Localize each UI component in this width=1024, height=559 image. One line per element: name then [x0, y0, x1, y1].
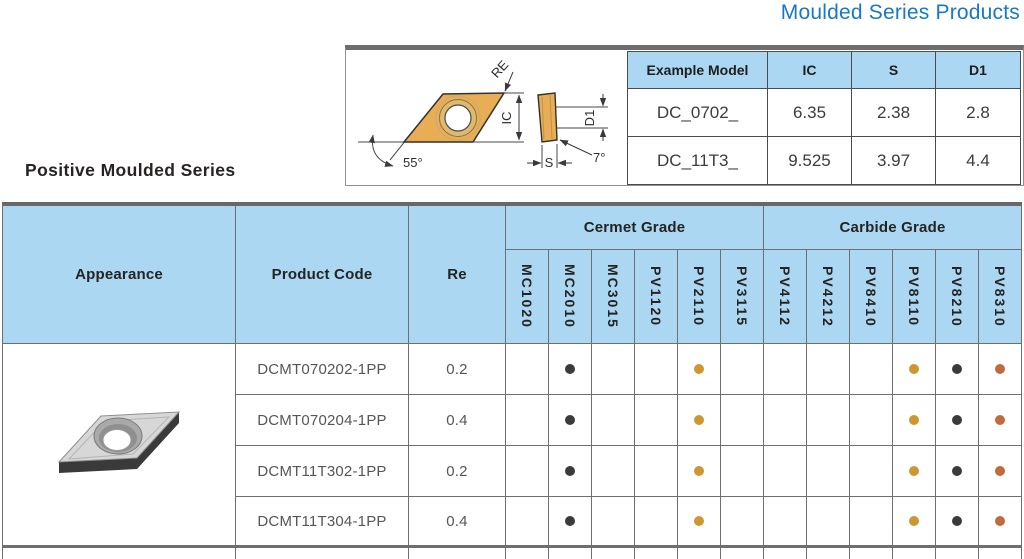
grade-col-label: PV4112 — [777, 265, 793, 328]
grade-col-pv8210 — [936, 250, 979, 344]
grade-col-pv4112 — [764, 250, 807, 344]
grade-dot-cell — [850, 497, 893, 548]
grade-dot-cell — [721, 395, 764, 446]
partial-row-cell — [409, 548, 506, 559]
grade-dot-dark — [952, 415, 962, 425]
grade-col-pv8110 — [893, 250, 936, 344]
grade-dot-dark — [952, 516, 962, 526]
grade-dot-gold — [909, 466, 919, 476]
grade-dot-cell — [807, 446, 850, 497]
grade-col-mc1020 — [506, 250, 549, 344]
grade-dot-cell — [678, 446, 721, 497]
example-model-table — [627, 51, 1021, 185]
grade-dot-cell — [764, 446, 807, 497]
grade-dot-cell — [807, 395, 850, 446]
grade-dot-gold — [694, 466, 704, 476]
page-title: Moulded Series Products — [780, 1, 1020, 24]
grade-dot-cell — [592, 395, 635, 446]
grade-col-pv8310 — [979, 250, 1022, 344]
grade-dot-cell — [893, 395, 936, 446]
partial-row-cell — [3, 548, 236, 559]
example-value-cell: 2.38 — [852, 89, 936, 137]
product-code-cell: DCMT11T304-1PP — [236, 497, 409, 548]
product-grade-table — [2, 202, 1022, 559]
re-cell: 0.4 — [409, 395, 506, 446]
grade-dot-cell — [936, 395, 979, 446]
example-row-1 — [628, 137, 1021, 185]
partial-row-cell — [764, 548, 807, 559]
example-value-cell: 3.97 — [852, 137, 936, 185]
grade-dot-cell — [979, 395, 1022, 446]
partial-row-cell — [678, 548, 721, 559]
grade-dot-dark — [565, 516, 575, 526]
product-code-header: Product Code — [236, 206, 409, 344]
side-angle-label: 7° — [593, 150, 606, 165]
grade-dot-cell — [721, 497, 764, 548]
appearance-header: Appearance — [3, 206, 236, 344]
partial-row-cell — [635, 548, 678, 559]
grade-dot-cell — [549, 395, 592, 446]
grade-dot-cell — [506, 344, 549, 395]
grade-dot-cell — [506, 446, 549, 497]
grade-dot-cell — [893, 497, 936, 548]
grade-dot-gold — [909, 364, 919, 374]
grade-col-label: PV8110 — [906, 265, 922, 328]
grade-dot-cell — [506, 395, 549, 446]
carbide-grade-group-header: Carbide Grade — [764, 206, 1022, 250]
partial-row-cell — [936, 548, 979, 559]
grade-dot-cell — [979, 344, 1022, 395]
grade-dot-cell — [678, 344, 721, 395]
grade-col-label: PV8410 — [863, 265, 879, 328]
grade-dot-orange — [995, 364, 1005, 374]
grade-dot-cell — [635, 395, 678, 446]
grade-col-label: MC2010 — [562, 264, 578, 329]
grade-col-pv4212 — [807, 250, 850, 344]
grade-col-label: PV2110 — [691, 265, 707, 328]
grade-dot-cell — [936, 446, 979, 497]
insert-photo — [34, 390, 204, 500]
d1-label: D1 — [582, 109, 597, 127]
grade-dot-cell — [807, 497, 850, 548]
grade-dot-cell — [850, 446, 893, 497]
partial-row-cell — [236, 548, 409, 559]
product-code-cell: DCMT070202-1PP — [236, 344, 409, 395]
grade-col-label: MC3015 — [605, 264, 621, 329]
grade-dot-cell — [592, 446, 635, 497]
partial-row-cell — [807, 548, 850, 559]
example-col-header-3: D1 — [936, 52, 1021, 89]
grade-dot-gold — [694, 364, 704, 374]
example-col-header-2: S — [852, 52, 936, 89]
grade-col-mc2010 — [549, 250, 592, 344]
grade-dot-orange — [995, 516, 1005, 526]
section-heading: Positive Moulded Series — [25, 160, 236, 180]
grade-dot-cell — [893, 446, 936, 497]
example-value-cell: 6.35 — [768, 89, 852, 137]
re-header: Re — [409, 206, 506, 344]
example-row-0 — [628, 89, 1021, 137]
grade-col-label: PV4212 — [820, 265, 836, 328]
ic-label: IC — [499, 111, 514, 125]
grade-dot-dark — [565, 466, 575, 476]
re-cell: 0.2 — [409, 446, 506, 497]
grade-dot-orange — [995, 466, 1005, 476]
main-angle-label: 55° — [403, 155, 423, 170]
insert-side-view — [538, 93, 557, 142]
grade-col-pv1120 — [635, 250, 678, 344]
grade-dot-cell — [549, 446, 592, 497]
appearance-photo-cell — [3, 344, 236, 548]
grade-dot-cell — [678, 497, 721, 548]
grade-dot-cell — [549, 344, 592, 395]
grade-col-pv3115 — [721, 250, 764, 344]
grade-dot-cell — [807, 344, 850, 395]
re-cell: 0.4 — [409, 497, 506, 548]
re-label: RE — [488, 57, 512, 81]
grade-dot-dark — [952, 466, 962, 476]
grade-dot-dark — [565, 415, 575, 425]
grade-col-pv2110 — [678, 250, 721, 344]
s-label: S — [544, 155, 554, 170]
example-model-cell: DC_11T3_ — [628, 137, 768, 185]
cermet-grade-group-header: Cermet Grade — [506, 206, 764, 250]
grade-dot-cell — [635, 446, 678, 497]
grade-col-mc3015 — [592, 250, 635, 344]
grade-col-label: PV8310 — [992, 265, 1008, 328]
grade-col-label: PV8210 — [949, 265, 965, 328]
partial-row-cell — [549, 548, 592, 559]
partial-row-cell — [506, 548, 549, 559]
partial-row-cell — [893, 548, 936, 559]
product-code-cell: DCMT070204-1PP — [236, 395, 409, 446]
example-value-cell: 4.4 — [936, 137, 1021, 185]
grade-dot-orange — [995, 415, 1005, 425]
grade-dot-cell — [635, 497, 678, 548]
grade-dot-cell — [850, 344, 893, 395]
example-value-cell: 2.8 — [936, 89, 1021, 137]
re-cell: 0.2 — [409, 344, 506, 395]
grade-col-label: PV1120 — [648, 265, 664, 328]
grade-dot-dark — [952, 364, 962, 374]
partial-row-cell — [850, 548, 893, 559]
grade-col-label: PV3115 — [734, 265, 750, 328]
grade-dot-gold — [909, 516, 919, 526]
grade-col-label: MC1020 — [519, 264, 535, 329]
grade-dot-gold — [694, 516, 704, 526]
grade-dot-cell — [764, 344, 807, 395]
grade-dot-cell — [764, 395, 807, 446]
example-col-header-1: IC — [768, 52, 852, 89]
grade-dot-cell — [635, 344, 678, 395]
dimension-panel — [345, 45, 1024, 186]
grade-dot-gold — [694, 415, 704, 425]
example-col-header-0: Example Model — [628, 52, 768, 89]
grade-dot-cell — [936, 497, 979, 548]
product-code-cell: DCMT11T302-1PP — [236, 446, 409, 497]
grade-col-pv8410 — [850, 250, 893, 344]
example-model-cell: DC_0702_ — [628, 89, 768, 137]
partial-row-cell — [592, 548, 635, 559]
insert-dimension-diagram — [346, 50, 629, 185]
partial-row-cell — [979, 548, 1022, 559]
grade-dot-cell — [764, 497, 807, 548]
partial-row-cell — [721, 548, 764, 559]
example-value-cell: 9.525 — [768, 137, 852, 185]
grade-dot-dark — [565, 364, 575, 374]
grade-dot-cell — [506, 497, 549, 548]
grade-dot-cell — [893, 344, 936, 395]
grade-dot-cell — [979, 497, 1022, 548]
grade-dot-cell — [850, 395, 893, 446]
grade-dot-cell — [592, 497, 635, 548]
grade-dot-cell — [549, 497, 592, 548]
grade-dot-cell — [979, 446, 1022, 497]
grade-dot-cell — [678, 395, 721, 446]
insert-hole — [445, 105, 471, 131]
grade-dot-cell — [721, 446, 764, 497]
grade-dot-gold — [909, 415, 919, 425]
grade-dot-cell — [592, 344, 635, 395]
grade-dot-cell — [721, 344, 764, 395]
grade-dot-cell — [936, 344, 979, 395]
